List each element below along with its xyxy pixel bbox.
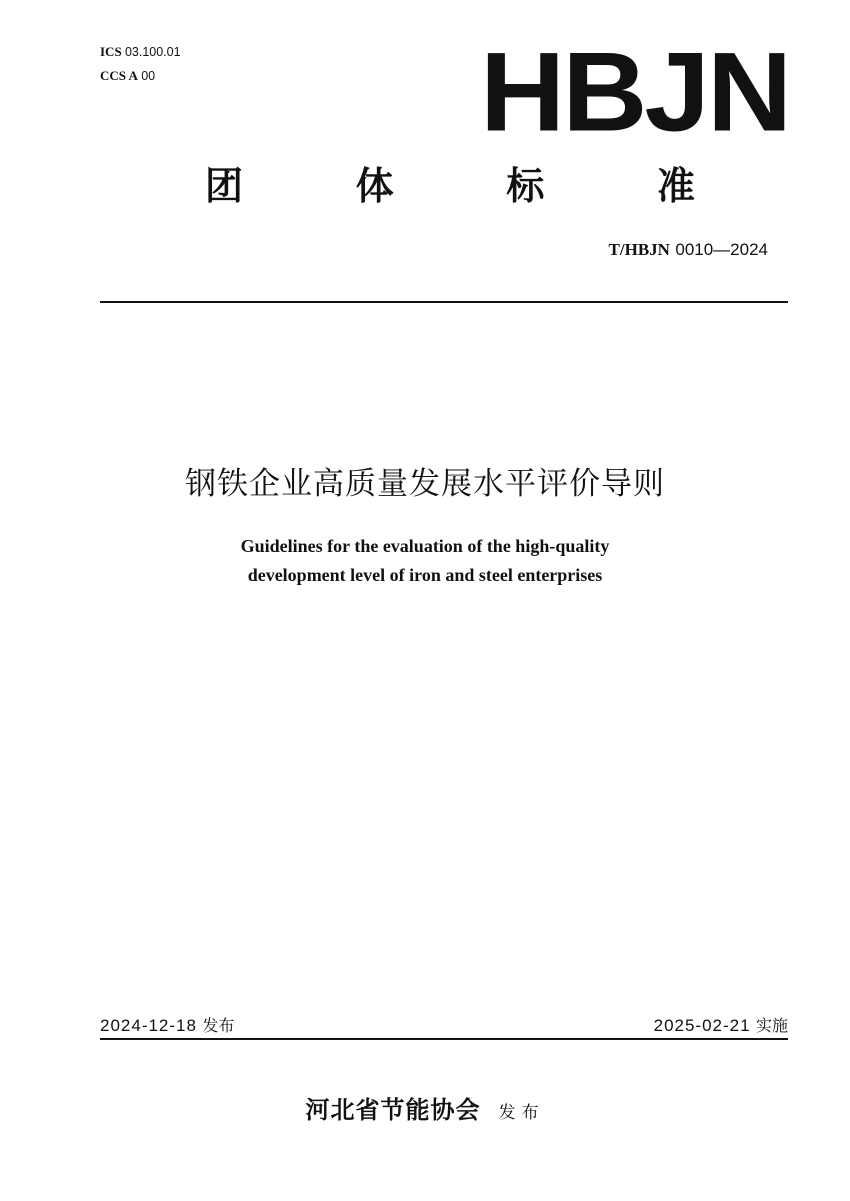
- standard-number-prefix: T/HBJN: [608, 240, 670, 259]
- top-divider: [100, 301, 788, 303]
- ccs-value: 00: [141, 69, 156, 83]
- bottom-divider: [100, 1038, 788, 1040]
- document-title-english: [0, 532, 850, 590]
- implementation-date: [654, 1014, 788, 1038]
- release-date-value: 2024-12-18: [100, 1016, 197, 1035]
- classification-codes: [100, 40, 181, 88]
- release-date-label: 发布: [202, 1016, 235, 1035]
- ics-value: 03.100.01: [124, 45, 181, 59]
- ics-label: ICS: [100, 44, 122, 59]
- implementation-date-label: 实施: [755, 1016, 788, 1035]
- hbjn-logo: HBJN: [480, 29, 790, 155]
- publisher-action: 发布: [498, 1103, 545, 1123]
- standard-type-char: 体: [355, 164, 394, 208]
- document-title-chinese: 钢铁企业高质量发展水平评价导则: [185, 466, 665, 502]
- ics-code: [100, 40, 181, 64]
- ccs-label: CCS A: [100, 68, 138, 83]
- implementation-date-value: 2025-02-21: [653, 1016, 751, 1035]
- english-title-line-1: Guidelines for the evaluation of the high-quality: [240, 536, 610, 556]
- standard-type-char: 标: [506, 164, 545, 208]
- standard-type-heading: [205, 163, 695, 209]
- release-date: [100, 1014, 234, 1038]
- standard-type-char: 团: [205, 164, 244, 208]
- english-title-line-2: development level of iron and steel enterprises: [247, 565, 603, 585]
- standard-number: [609, 239, 768, 261]
- publisher: [0, 1090, 850, 1125]
- ccs-code: [100, 64, 181, 88]
- publisher-organization: 河北省节能协会: [305, 1095, 481, 1124]
- standard-type-char: 准: [656, 164, 695, 208]
- standard-number-value: 0010—2024: [675, 240, 768, 259]
